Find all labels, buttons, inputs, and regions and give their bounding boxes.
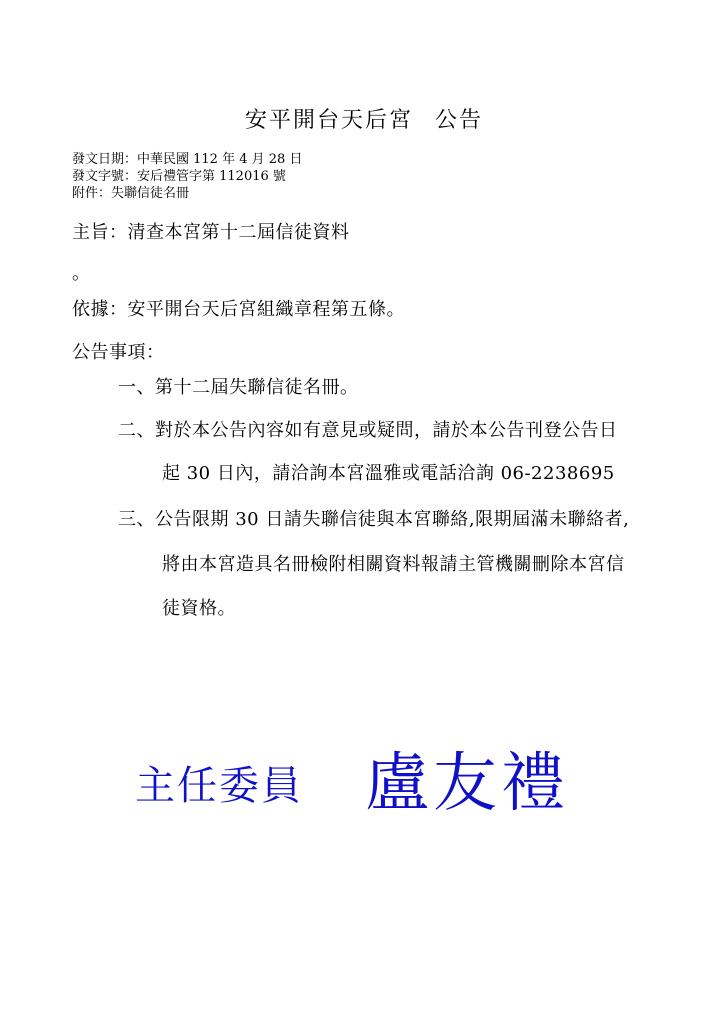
title-org: 安平開台天后宮: [244, 108, 413, 133]
subject-line: 主旨：清查本宮第十二屆信徒資料: [72, 222, 350, 243]
issue-number: 發文字號：安后禮管字第 112016 號: [72, 169, 286, 184]
issue-date: 發文日期：中華民國 112 年 4 月 28 日: [72, 152, 303, 167]
item-3-line-1: 三、公告限期 30 日請失聯信徒與本宮聯絡,限期屆滿未聯絡者,: [118, 509, 630, 530]
items-heading: 公告事項：: [72, 342, 165, 363]
item-3-line-3: 徒資格。: [162, 598, 236, 619]
page-title: [0, 103, 728, 134]
item-1: 一、第十二屆失聯信徒名冊。: [118, 377, 359, 398]
item-3-line-2: 將由本宮造具名冊檢附相關資料報請主管機關刪除本宮信: [162, 554, 625, 575]
item-2-line-1: 二、對於本公告內容如有意見或疑問，請於本公告刊登公告日: [118, 420, 618, 441]
signature-name: 盧友禮: [365, 747, 569, 821]
signature-title: 主任委員: [135, 763, 303, 809]
title-kind: 公告: [435, 108, 484, 133]
basis-line: 依據：安平開台天后宮組織章程第五條。: [72, 299, 405, 320]
attachment: 附件：失聯信徒名冊: [72, 186, 190, 201]
item-2-line-2: 起 30 日內，請洽詢本宮溫雅或電話洽詢 06-2238695: [162, 463, 615, 484]
subject-tail: 。: [72, 263, 91, 284]
